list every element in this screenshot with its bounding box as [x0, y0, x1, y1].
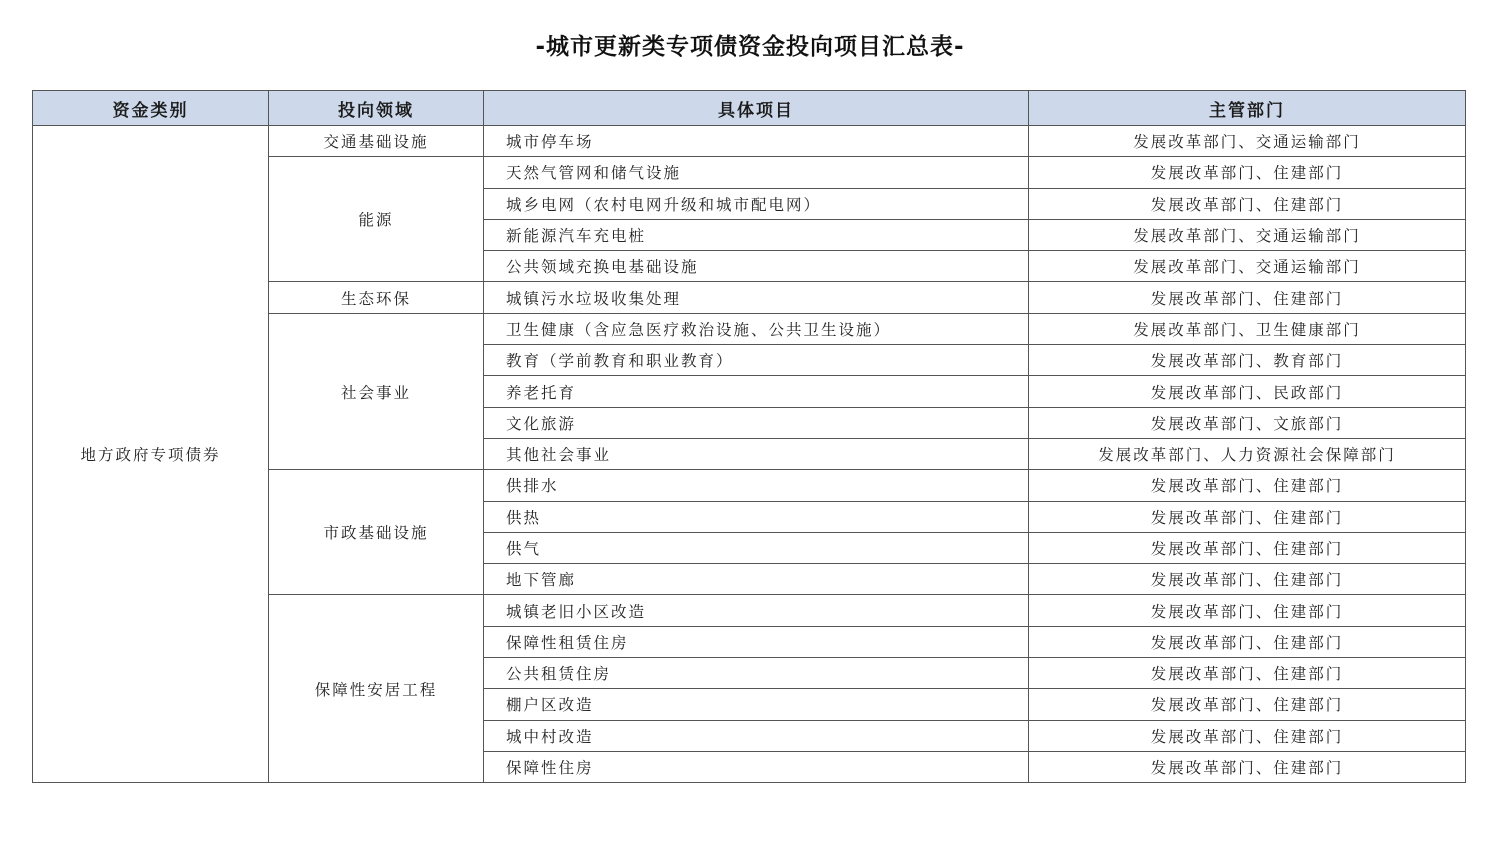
project-cell: 公共领域充换电基础设施	[484, 251, 1029, 282]
investment-domain-cell: 交通基础设施	[269, 126, 484, 157]
project-cell: 文化旅游	[484, 407, 1029, 438]
header-specific-project: 具体项目	[484, 91, 1029, 126]
department-cell: 发展改革部门、住建部门	[1029, 564, 1466, 595]
department-cell: 发展改革部门、民政部门	[1029, 376, 1466, 407]
project-cell: 教育（学前教育和职业教育）	[484, 345, 1029, 376]
project-cell: 城镇污水垃圾收集处理	[484, 282, 1029, 313]
table-body	[33, 126, 1466, 783]
project-cell: 卫生健康（含应急医疗救治设施、公共卫生设施）	[484, 313, 1029, 344]
department-cell: 发展改革部门、住建部门	[1029, 282, 1466, 313]
department-cell: 发展改革部门、住建部门	[1029, 532, 1466, 563]
table-row	[33, 126, 1466, 157]
department-cell: 发展改革部门、卫生健康部门	[1029, 313, 1466, 344]
summary-table	[32, 90, 1466, 783]
investment-domain-cell: 市政基础设施	[269, 470, 484, 595]
project-cell: 供气	[484, 532, 1029, 563]
project-cell: 新能源汽车充电桩	[484, 219, 1029, 250]
project-cell: 天然气管网和储气设施	[484, 157, 1029, 188]
department-cell: 发展改革部门、住建部门	[1029, 626, 1466, 657]
department-cell: 发展改革部门、住建部门	[1029, 157, 1466, 188]
department-cell: 发展改革部门、交通运输部门	[1029, 219, 1466, 250]
department-cell: 发展改革部门、教育部门	[1029, 345, 1466, 376]
department-cell: 发展改革部门、交通运输部门	[1029, 251, 1466, 282]
project-cell: 保障性租赁住房	[484, 626, 1029, 657]
header-fund-category: 资金类别	[33, 91, 269, 126]
department-cell: 发展改革部门、住建部门	[1029, 689, 1466, 720]
project-cell: 棚户区改造	[484, 689, 1029, 720]
project-cell: 公共租赁住房	[484, 658, 1029, 689]
project-cell: 城市停车场	[484, 126, 1029, 157]
project-cell: 城中村改造	[484, 720, 1029, 751]
investment-domain-cell: 社会事业	[269, 313, 484, 469]
project-cell: 供排水	[484, 470, 1029, 501]
project-cell: 供热	[484, 501, 1029, 532]
table-header-row	[33, 91, 1466, 126]
page-title: -城市更新类专项债资金投向项目汇总表-	[535, 34, 965, 60]
fund-category-cell: 地方政府专项债券	[33, 126, 269, 783]
department-cell: 发展改革部门、住建部门	[1029, 188, 1466, 219]
department-cell: 发展改革部门、住建部门	[1029, 720, 1466, 751]
investment-domain-cell: 生态环保	[269, 282, 484, 313]
project-cell: 保障性住房	[484, 751, 1029, 782]
department-cell: 发展改革部门、住建部门	[1029, 658, 1466, 689]
investment-domain-cell: 能源	[269, 157, 484, 282]
department-cell: 发展改革部门、住建部门	[1029, 595, 1466, 626]
header-investment-domain: 投向领域	[269, 91, 484, 126]
department-cell: 发展改革部门、住建部门	[1029, 501, 1466, 532]
project-cell: 其他社会事业	[484, 438, 1029, 469]
project-cell: 养老托育	[484, 376, 1029, 407]
department-cell: 发展改革部门、交通运输部门	[1029, 126, 1466, 157]
project-cell: 城乡电网（农村电网升级和城市配电网）	[484, 188, 1029, 219]
investment-domain-cell: 保障性安居工程	[269, 595, 484, 783]
project-cell: 地下管廊	[484, 564, 1029, 595]
department-cell: 发展改革部门、文旅部门	[1029, 407, 1466, 438]
project-cell: 城镇老旧小区改造	[484, 595, 1029, 626]
header-department: 主管部门	[1029, 91, 1466, 126]
department-cell: 发展改革部门、人力资源社会保障部门	[1029, 438, 1466, 469]
department-cell: 发展改革部门、住建部门	[1029, 751, 1466, 782]
department-cell: 发展改革部门、住建部门	[1029, 470, 1466, 501]
